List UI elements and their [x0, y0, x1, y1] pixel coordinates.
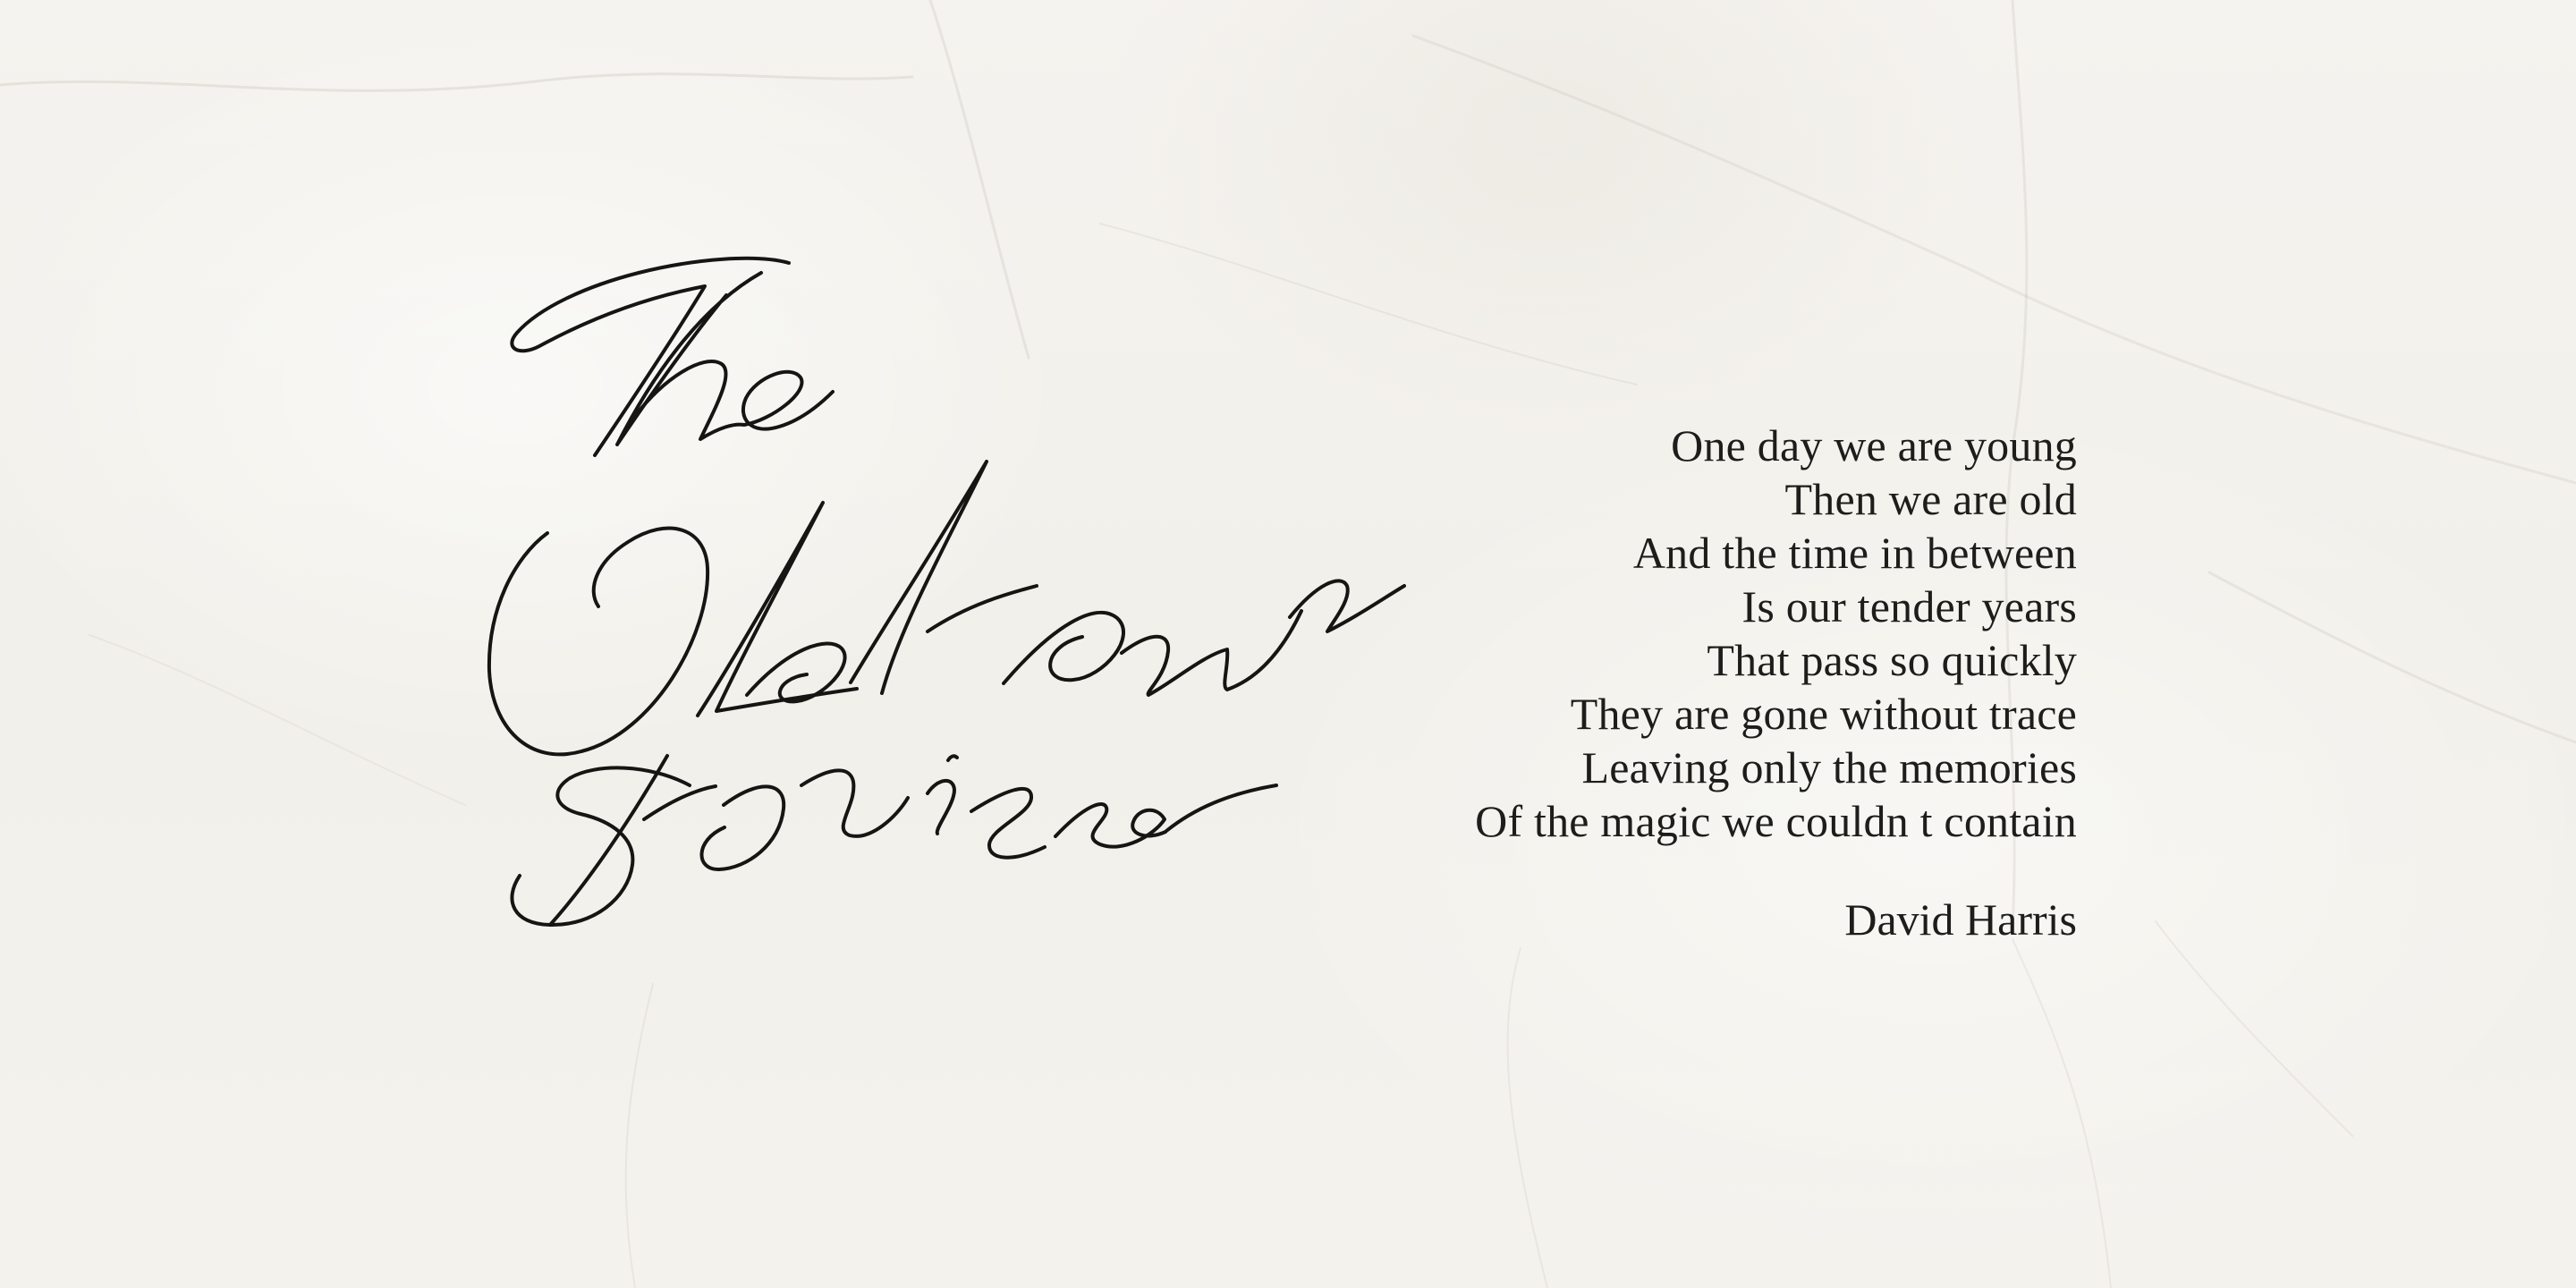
- poem-author: David Harris: [1844, 894, 2077, 945]
- poem-line-4: Is our tender years: [1741, 581, 2077, 631]
- poem-line-7: Leaving only the memories: [1581, 742, 2077, 792]
- handwritten-title-art: [447, 224, 1467, 1046]
- handwritten-title-line-the: [512, 258, 833, 455]
- poem-line-1: One day we are young: [1671, 420, 2077, 470]
- poem-line-3: And the time in between: [1632, 528, 2077, 578]
- poem-line-2: Then we are old: [1784, 474, 2077, 524]
- poem-line-8: Of the magic we couldn t contain: [1475, 796, 2077, 846]
- poem-line-6: They are gone without trace: [1570, 689, 2077, 739]
- handwritten-title-line-stories: [512, 756, 1276, 925]
- handwritten-title-line-oldtown: [489, 462, 1404, 754]
- poem-stanza: [1342, 419, 2077, 848]
- poem-line-5: That pass so quickly: [1707, 635, 2077, 685]
